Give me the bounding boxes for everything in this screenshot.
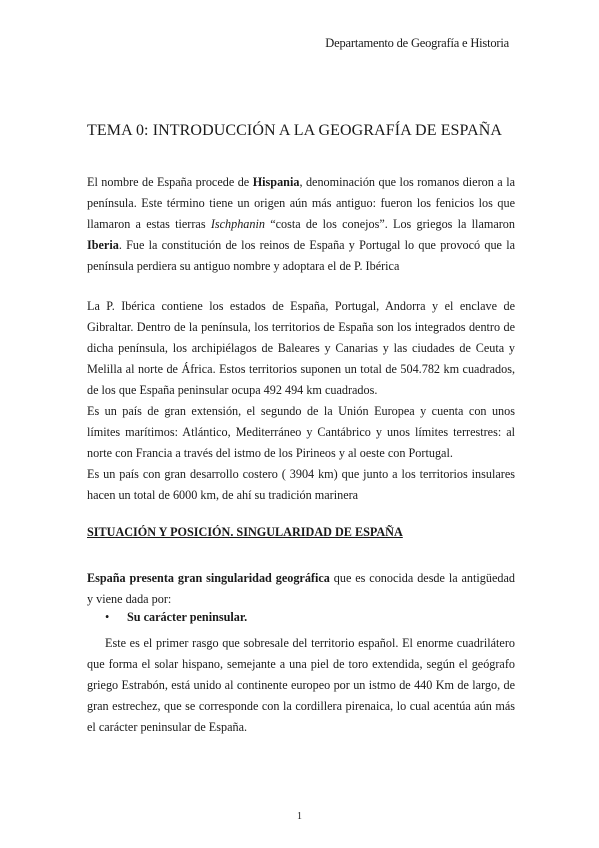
intro-text-3: “costa de los conejos”. Los griegos la llamaron <box>264 217 515 231</box>
intro-paragraph <box>87 172 515 277</box>
singularity-lead: España presenta gran singularidad geográfica <box>87 571 330 585</box>
singularity-paragraph <box>87 568 515 610</box>
territory-text-2: Es un país de gran extensión, el segundo de la Unión Europea y cuenta con unos límites marítimos: Atlántico, Mediterráneo y Cantábrico y unos límites terrestres: al norte con Francia a través del istmo de los Pirineos y al oeste con Portugal. <box>87 404 515 460</box>
section-heading: SITUACIÓN Y POSICIÓN. SINGULARIDAD DE ESPAÑA <box>87 525 403 539</box>
department-header: Departamento de Geografía e Historia <box>325 36 509 50</box>
page-title: TEMA 0: INTRODUCCIÓN A LA GEOGRAFÍA DE ESPAÑA <box>87 122 503 139</box>
peninsular-text: Este es el primer rasgo que sobresale del territorio español. El enorme cuadrilátero que forma el solar hispano, semejante a una piel de toro extendida, según el geógrafo griego Estrabón, está unido al continente europeo por un istmo de 440 Km de largo, de gran estrechez, que se corresponde con la cordillera pirenaica, lo cual acentúa aún más el carácter peninsular de España. <box>87 636 515 734</box>
intro-text-4: . Fue la constitución de los reinos de España y Portugal lo que provocó que la península perdiera su antiguo nombre y adoptara el de P. Ibérica <box>87 238 515 273</box>
bullet-label: Su carácter peninsular. <box>127 610 248 624</box>
page-number: 1 <box>297 811 302 822</box>
intro-text-2: , denominación que los romanos dieron a la península. Este término tiene un origen aún más antiguo: fueron los fenicios los que llamaron a estas tierras <box>87 175 515 231</box>
territory-text-3: Es un país con gran desarrollo costero ( 3904 km) que junto a los territorios insulares hacen un total de 6000 km, de ahí su tradición marinera <box>87 467 515 502</box>
term-hispania: Hispania <box>252 175 300 189</box>
term-iberia: Iberia <box>87 238 119 252</box>
peninsular-paragraph <box>87 633 515 738</box>
bullet-marker: • <box>105 610 110 624</box>
territory-paragraph <box>87 296 515 506</box>
term-ischphanin: Ischphanin <box>210 217 265 231</box>
singularity-text: que es conocida desde la antigüedad y viene dada por: <box>87 571 515 606</box>
intro-text-1: El nombre de España procede de <box>87 175 253 189</box>
territory-text-1: La P. Ibérica contiene los estados de España, Portugal, Andorra y el enclave de Gibraltar. Dentro de la península, los territorios de España son los integrados dentro de dicha península, los archipiélagos de Baleares y Canarias y las ciudades de Ceuta y Melilla al norte de África. Estos territorios suponen un total de 504.782 km cuadrados, de los que España peninsular ocupa 492 494 km cuadrados. <box>87 299 515 397</box>
bullet-item <box>105 610 247 625</box>
